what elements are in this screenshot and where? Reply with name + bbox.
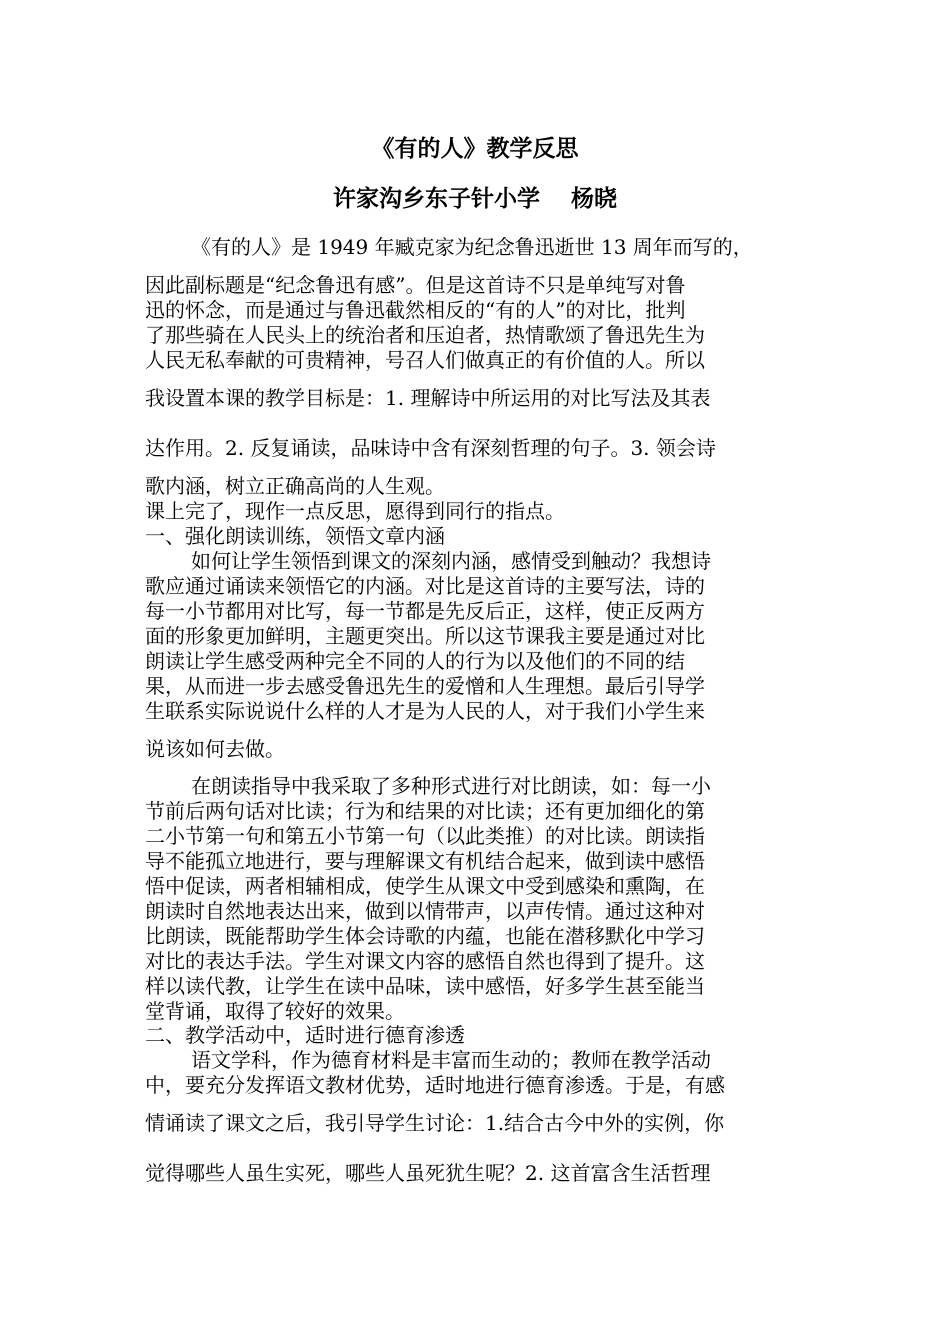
body-line: 朗读让学生感受两种完全不同的人的行为以及他们的不同的结 — [145, 649, 685, 673]
body-line: 面的形象更加鲜明，主题更突出。所以这节课我主要是通过对比 — [145, 624, 705, 648]
body-line: 因此副标题是“纪念鲁迅有感”。但是这首诗不只是单纯写对鲁 — [145, 273, 686, 297]
body-line: 迅的怀念，而是通过与鲁迅截然相反的“有的人”的对比，批判 — [145, 298, 686, 322]
body-line: 悟中促读，两者相辅相成，使学生从课文中受到感染和熏陶，在 — [145, 874, 705, 898]
body-line: 二小节第一句和第五小节第一句（以此类推）的对比读。朗读指 — [145, 824, 705, 848]
body-line: 如何让学生领悟到课文的深刻内涵，感情受到触动？我想诗 — [191, 549, 711, 573]
body-line: 达作用。2. 反复诵读，品味诗中含有深刻哲理的句子。3. 领会诗 — [145, 436, 716, 460]
body-line: 了那些骑在人民头上的统治者和压迫者，热情歌颂了鲁迅先生为 — [145, 323, 705, 347]
body-line: 果，从而进一步去感受鲁迅先生的爱憎和人生理想。最后引导学 — [145, 674, 705, 698]
body-line: 情诵读了课文之后，我引导学生讨论：1.结合古今中外的实例，你 — [145, 1111, 725, 1135]
body-line: 中，要充分发挥语文教材优势，适时地进行德育渗透。于是，有感 — [145, 1073, 725, 1097]
body-line: 比朗读，既能帮助学生体会诗歌的内蕴，也能在潜移默化中学习 — [145, 924, 705, 948]
body-line: 说该如何去做。 — [145, 737, 285, 761]
body-line: 每一小节都用对比写，每一节都是先反后正，这样，使正反两方 — [145, 599, 705, 623]
body-line: 《有的人》是 1949 年臧克家为纪念鲁迅逝世 13 周年而写的， — [191, 235, 753, 259]
document-title: 《有的人》教学反思 — [371, 136, 579, 162]
body-line: 朗读时自然地表达出来，做到以情带声，以声传情。通过这种对 — [145, 899, 705, 923]
section-heading: 一、强化朗读训练，领悟文章内涵 — [145, 524, 445, 548]
body-line: 在朗读指导中我采取了多种形式进行对比朗读，如：每一小 — [191, 774, 711, 798]
body-line: 样以读代教，让学生在读中品味，读中感悟，好多学生甚至能当 — [145, 974, 705, 998]
section-heading: 二、教学活动中，适时进行德育渗透 — [145, 1023, 465, 1047]
body-line: 歌应通过诵读来领悟它的内涵。对比是这首诗的主要写法，诗的 — [145, 574, 705, 598]
body-line: 我设置本课的教学目标是：1. 理解诗中所运用的对比写法及其表 — [145, 386, 711, 410]
author-line: 许家沟乡东子针小学 杨晓 — [332, 186, 617, 212]
body-line: 歌内涵，树立正确高尚的人生观。 — [145, 474, 445, 498]
body-line: 人民无私奉献的可贵精神，号召人们做真正的有价值的人。所以 — [145, 348, 705, 372]
body-line: 节前后两句话对比读；行为和结果的对比读；还有更加细化的第 — [145, 799, 705, 823]
body-line: 导不能孤立地进行，要与理解课文有机结合起来，做到读中感悟 — [145, 849, 705, 873]
body-line: 觉得哪些人虽生实死，哪些人虽死犹生呢？2. 这首富含生活哲理 — [145, 1161, 711, 1185]
body-line: 堂背诵，取得了较好的效果。 — [145, 999, 405, 1023]
body-line: 语文学科，作为德育材料是丰富而生动的；教师在教学活动 — [191, 1048, 711, 1072]
body-line: 课上完了，现作一点反思，愿得到同行的指点。 — [145, 499, 565, 523]
body-line: 对比的表达手法。学生对课文内容的感悟自然也得到了提升。这 — [145, 949, 705, 973]
body-line: 生联系实际说说什么样的人才是为人民的人，对于我们小学生来 — [145, 699, 705, 723]
